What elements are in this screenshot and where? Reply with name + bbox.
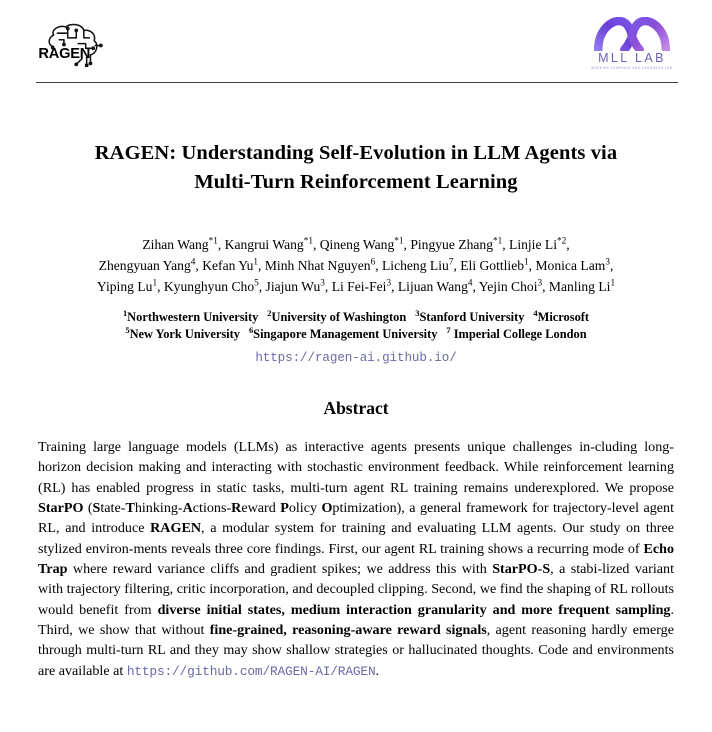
abstract-emphasis: P [280,499,289,516]
abstract-text: . [375,662,380,679]
author-line: Zihan Wang$^{*1}$, Kangrui Wang$^{*1}$, Qineng Wang$^{*1}$, Pingyue Zhang$^{*1}$, Linjie Li$^{*2}$, [142,235,570,253]
abstract-emphasis: StarPO-S [492,560,551,577]
ragen-brain-circuit-icon [36,19,108,71]
mll-lab-subtitle: MACHINE LEARNING AND LANGUAGE LAB [591,65,673,70]
affiliation-name: Singapore Management University [253,327,438,342]
github-url-link[interactable]: https://github.com/RAGEN-AI/RAGEN [126,663,376,679]
abstract-emphasis: StarPO [38,499,84,516]
author-name: Jiajun Wu [265,278,321,294]
author-name: Yiping Lu [96,278,153,294]
mll-lab-mark-icon [593,17,671,51]
abstract-text: , a modular system for training and evaluating LLM agents. Our study on three stylized environ-ments reveals three core findings. First, our agent RL training shows a recurring mode of [38,520,674,557]
page-header [36,14,680,76]
author-affiliation-marker: 3 [537,277,543,288]
abstract-emphasis: O [321,499,333,516]
author-name: Li Fei-Fei [331,278,387,294]
author-name: Lijuan Wang [397,278,468,294]
author-name: Pingyue Zhang [410,237,493,253]
abstract-emphasis: S [92,499,101,516]
title-line-1: RAGEN: Understanding Self-Evolution in LLM Agents via [94,142,618,164]
abstract-emphasis: RAGEN [150,520,202,537]
author-affiliation-marker: 1 [524,256,529,267]
author-line: Yiping Lu$^1$, Kyunghyun Cho$^5$, Jiajun Wu$^3$, Li Fei-Fei$^3$, Lijuan Wang$^4$, Yejin Choi$^3$, Manling Li$^1$ [96,277,616,294]
author-affiliation-marker: 4 [467,277,473,288]
author-affiliation-marker: 3 [386,277,392,288]
author-affiliation-marker: 6 [370,256,376,267]
author-name: Linjie Li [509,237,557,253]
page-title [58,139,654,197]
affiliation-name: Microsoft [537,309,590,324]
author-affiliation-marker: *1 [493,235,503,246]
abstract-text: , agent reasoning hardly emerge through multi-turn RL and they may show shallow strategies or hallucinated thoughts. Code and environments are available at [38,622,674,679]
header-divider [36,82,678,83]
abstract-text: , a stabi-lized variant with trajectory filtering, critic incorporation, and decoupled clipping. Second, we find the shaping of RL rollouts would benefit from [38,560,674,618]
abstract-text: where reward variance cliffs and gradient spikes; we address this with [67,560,493,577]
author-name: Manling Li [548,278,611,294]
author-name: Kangrui Wang [224,237,304,253]
author-name: Kyunghyun Cho [163,278,255,294]
affiliation-name: Imperial College London [450,327,587,342]
author-name: Minh Nhat Nguyen [264,258,371,274]
author-affiliation-marker: 4 [190,256,196,267]
affiliation-name: Stanford University [419,309,525,324]
mll-lab-wordmark: MLL LAB [598,51,666,65]
author-affiliation-marker: *1 [303,235,313,246]
abstract-emphasis: A [182,499,193,516]
abstract-body [38,437,674,682]
author-affiliation-marker: *1 [394,235,404,246]
author-affiliation-marker: 7 [448,256,454,267]
abstract-emphasis: T [125,499,135,516]
ragen-wordmark: RAGEN [38,45,91,62]
author-name: Zhengyuan Yang [98,258,191,274]
affiliation-index: 3 [415,307,420,318]
affiliation-index: 1 [122,307,128,318]
abstract-emphasis: R [231,499,242,516]
mll-lab-logo [584,17,680,73]
author-affiliation-marker: 1 [253,256,259,267]
author-name: Zihan Wang [142,237,209,253]
author-name: Kefan Yu [202,258,254,274]
project-url-link[interactable]: https://ragen-ai.github.io/ [255,350,457,365]
affiliation-name: University of Washington [271,309,407,324]
abstract-text: . Third, we show that without [38,601,674,639]
affiliation-line [30,326,682,344]
author-line: Zhengyuan Yang$^4$, Kefan Yu$^1$, Minh Nhat Nguyen$^6$, Licheng Liu$^7$, Eli Gottlieb$^1$, Monica Lam$^3$, [98,256,614,274]
title-line-2: Multi-Turn Reinforcement Learning [194,171,518,194]
author-name: Monica Lam [535,258,606,274]
author-affiliation-marker: 3 [605,256,610,267]
abstract-text: ptimization), a general framework for trajectory-level agent RL, and introduce [38,499,675,537]
abstract-text: ( [83,499,93,516]
author-name: Eli Gottlieb [460,258,525,274]
affiliation-name: New York University [129,327,240,342]
affiliation-line [30,309,682,327]
author-affiliation-marker: *2 [556,235,567,246]
author-name: Licheng Liu [381,258,449,274]
affiliation-list [30,309,682,344]
author-list [42,235,670,297]
ragen-logo [36,19,108,71]
author-name: Yejin Choi [478,278,538,294]
author-name: Qineng Wang [319,237,395,253]
abstract-text: olicy [288,499,322,516]
affiliation-index: 2 [267,307,272,318]
paper-page [0,14,712,732]
affiliation-index: 7 [446,325,451,336]
abstract-text: ctions- [192,499,232,516]
abstract-text: hinking- [134,499,183,516]
affiliation-index: 6 [248,325,254,336]
author-affiliation-marker: 3 [320,277,325,288]
author-affiliation-marker: *1 [208,235,218,246]
abstract-emphasis: Echo Trap [38,540,674,577]
author-affiliation-marker: 5 [254,277,259,288]
abstract-text: eward [241,499,281,516]
abstract-heading: Abstract [323,397,389,418]
abstract-emphasis: diverse initial states, medium interaction granularity and more frequent sampling [157,601,671,618]
affiliation-name: Northwestern University [127,309,259,324]
author-affiliation-marker: 1 [610,277,616,288]
abstract-emphasis: fine-grained, reasoning-aware reward signals [209,622,487,639]
affiliation-index: 4 [533,307,538,318]
abstract-text: Training large language models (LLMs) as interactive agents presents unique challenges in-cluding long-horizon decision making and interacting with stochastic environment feedback. While reinforcement learning (RL) has enabled progress in static tasks, multi-turn agent RL training remains underexplored. We propose [38,438,674,496]
abstract-text: tate- [100,499,126,516]
affiliation-index: 5 [125,325,130,336]
author-affiliation-marker: 1 [152,277,158,288]
